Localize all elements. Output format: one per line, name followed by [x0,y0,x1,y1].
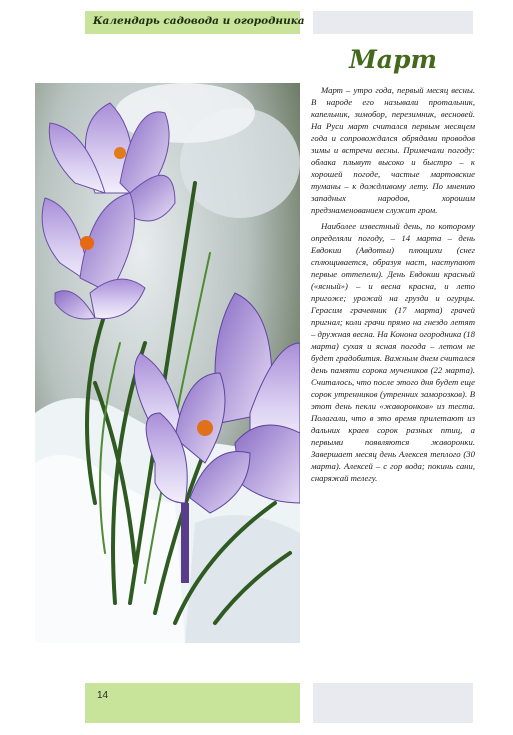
page-number: 14 [97,690,109,701]
footer-accent-bar [85,683,300,723]
footer-grey-bar [313,683,473,723]
paragraph-2: Наиболее известный день, по которому определяли погоду, – 14 марта – день Евдокии (Авдотьи) плющихи (снег сплющивается, образуя наст, наступают первые оттепели). День Евдокии красный («ясный») – и весна красна, и лето пригоже; урожай на грузди и огурцы. Герасим грачевник (17 марта) грачей пригнал; коли грачи прямо на гнездо летят – дружная весна. На Конона огородника (18 марта) сухая и ясная погода – летом не будет градобития. Важным днем считался день памяти сорока мучеников (22 марта). Считалось, что после этого дня будет еще сорок утренников (утренних заморозков). В этот день пекли «жаворонков» из теста. Полагали, что в это время прилетают из дальних краев сорок разных птиц, а первыми появляются жаворонки. Завершает месяц день Алексея теплого (30 марта). Алексей – с гор вода; покинь сани, снаряжай телегу. [311,221,475,483]
header-grey-bar [313,11,473,34]
crocus-photo [35,83,300,643]
article-body [311,84,475,484]
running-title: Календарь садовода и огородника [93,15,305,27]
paragraph-1: Март – утро года, первый месяц весны. В народе его называли протальник, капельник, зимобор, перезимник, весновей. На Руси март считался первым месяцем года и сопровождался обрядами проводов зимы и встречи весны. Примечали погоду: облака плывут высоко и быстро – к хорошей погоде, частые мартовские туманы – к дождливому лету. По мнению западных народов, хорошим предзнаменованием служит гром. [311,85,475,215]
page-title: Март [349,45,437,74]
